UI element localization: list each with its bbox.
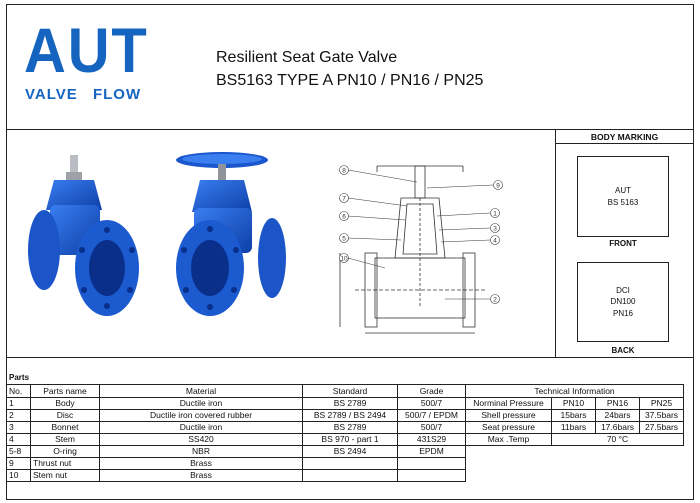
company-logo-tagline: VALVE FLOW	[25, 86, 142, 103]
callout-1	[491, 209, 500, 218]
tech-value: 24bars	[596, 410, 640, 422]
svg-text:5: 5	[342, 235, 346, 243]
table-row	[7, 446, 684, 458]
front-marking-box	[577, 156, 669, 237]
front-marking-line: BS 5163	[607, 197, 639, 207]
callout-9	[494, 181, 503, 190]
cell-standard: BS 970 - part 1	[303, 434, 398, 446]
valve-photo-stem	[28, 155, 139, 316]
callout-6	[340, 212, 349, 221]
cell-name: Disc	[31, 410, 100, 422]
cell-no: 10	[7, 470, 31, 482]
cell-material: SS420	[100, 434, 303, 446]
cell-material: Ductile iron covered rubber	[100, 410, 303, 422]
cell-name: Stem nut	[31, 470, 100, 482]
tech-value: 17.6bars	[596, 422, 640, 434]
cell-name: Stem	[31, 434, 100, 446]
cell-standard: BS 2789	[303, 398, 398, 410]
back-marking-line: PN16	[612, 308, 633, 318]
callout-3	[491, 224, 500, 233]
tech-value: 27.5bars	[640, 422, 684, 434]
svg-text:1: 1	[493, 210, 497, 218]
callout-4	[491, 236, 500, 245]
header-material: Material	[100, 385, 303, 398]
valve-product-photos	[22, 150, 292, 325]
cell-name: O-ring	[31, 446, 100, 458]
back-marking-box	[577, 262, 669, 342]
cell-no: 4	[7, 434, 31, 446]
header-grade: Grade	[398, 385, 466, 398]
svg-text:2: 2	[493, 296, 497, 304]
svg-text:3: 3	[493, 225, 497, 233]
callout-8	[340, 166, 349, 175]
svg-text:8: 8	[342, 167, 346, 175]
header-no: No.	[7, 385, 31, 398]
svg-text:9: 9	[496, 182, 500, 190]
cell-name: Thrust nut	[31, 458, 100, 470]
marking-divider	[555, 129, 556, 357]
front-marking-line: AUT	[615, 186, 631, 196]
cell-material: Brass	[100, 458, 303, 470]
cell-standard: BS 2789 / BS 2494	[303, 410, 398, 422]
callout-5	[340, 234, 349, 243]
parts-label: Parts	[9, 373, 30, 382]
cell-standard: BS 2494	[303, 446, 398, 458]
back-caption: BACK	[611, 346, 635, 355]
valve-photo-handwheel	[176, 152, 286, 316]
svg-text:4: 4	[493, 237, 497, 245]
header-standard: Standard	[303, 385, 398, 398]
table-row	[7, 410, 684, 422]
cell-standard: BS 2789	[303, 422, 398, 434]
header-tech: Technical Information	[466, 385, 684, 398]
cell-grade: 500/7	[398, 398, 466, 410]
cell-grade: EPDM	[398, 446, 466, 458]
front-caption: FRONT	[609, 239, 637, 248]
cell-standard	[303, 470, 398, 482]
cell-no: 9	[7, 458, 31, 470]
cell-name: Bonnet	[31, 422, 100, 434]
cell-material: NBR	[100, 446, 303, 458]
tech-value: 15bars	[552, 410, 596, 422]
cell-grade: 431S29	[398, 434, 466, 446]
cell-material: Brass	[100, 470, 303, 482]
tech-value: 70 °C	[552, 434, 684, 446]
document-subtitle: BS5163 TYPE A PN10 / PN16 / PN25	[216, 72, 484, 89]
empty-tech-area	[466, 446, 684, 482]
svg-text:6: 6	[342, 213, 346, 221]
cell-grade: 500/7 / EPDM	[398, 410, 466, 422]
cell-no: 2	[7, 410, 31, 422]
body-marking-header: BODY MARKING	[590, 132, 659, 142]
svg-text:10: 10	[340, 255, 348, 263]
cell-material: Ductile iron	[100, 422, 303, 434]
cell-grade	[398, 458, 466, 470]
table-row	[7, 398, 684, 410]
header-name: Parts name	[31, 385, 100, 398]
back-marking-line: DCI	[616, 286, 630, 296]
parts-table	[6, 384, 684, 482]
callout-10	[340, 254, 349, 263]
callout-2	[491, 295, 500, 304]
tech-value: PN25	[640, 398, 684, 410]
cell-no: 1	[7, 398, 31, 410]
tech-label: Shell pressure	[466, 410, 552, 422]
tech-label: Seat pressure	[466, 422, 552, 434]
valve-section-drawing	[335, 158, 535, 343]
cell-no: 5-8	[7, 446, 31, 458]
company-logo: AUT	[24, 16, 149, 86]
table-header-row	[7, 385, 684, 398]
parts-divider	[6, 357, 694, 358]
cell-grade: 500/7	[398, 422, 466, 434]
tech-label: Norminal Pressure	[466, 398, 552, 410]
table-row	[7, 434, 684, 446]
tech-value: PN10	[552, 398, 596, 410]
cell-no: 3	[7, 422, 31, 434]
svg-text:7: 7	[342, 195, 346, 203]
cell-name: Body	[31, 398, 100, 410]
tech-value: PN16	[596, 398, 640, 410]
tech-value: 11bars	[552, 422, 596, 434]
callout-7	[340, 194, 349, 203]
tech-label: Max .Temp	[466, 434, 552, 446]
document-title: Resilient Seat Gate Valve	[216, 49, 398, 66]
tech-value: 37.5bars	[640, 410, 684, 422]
back-marking-line: DN100	[610, 297, 636, 307]
cell-standard	[303, 458, 398, 470]
table-row	[7, 422, 684, 434]
cell-grade	[398, 470, 466, 482]
cell-material: Ductile iron	[100, 398, 303, 410]
